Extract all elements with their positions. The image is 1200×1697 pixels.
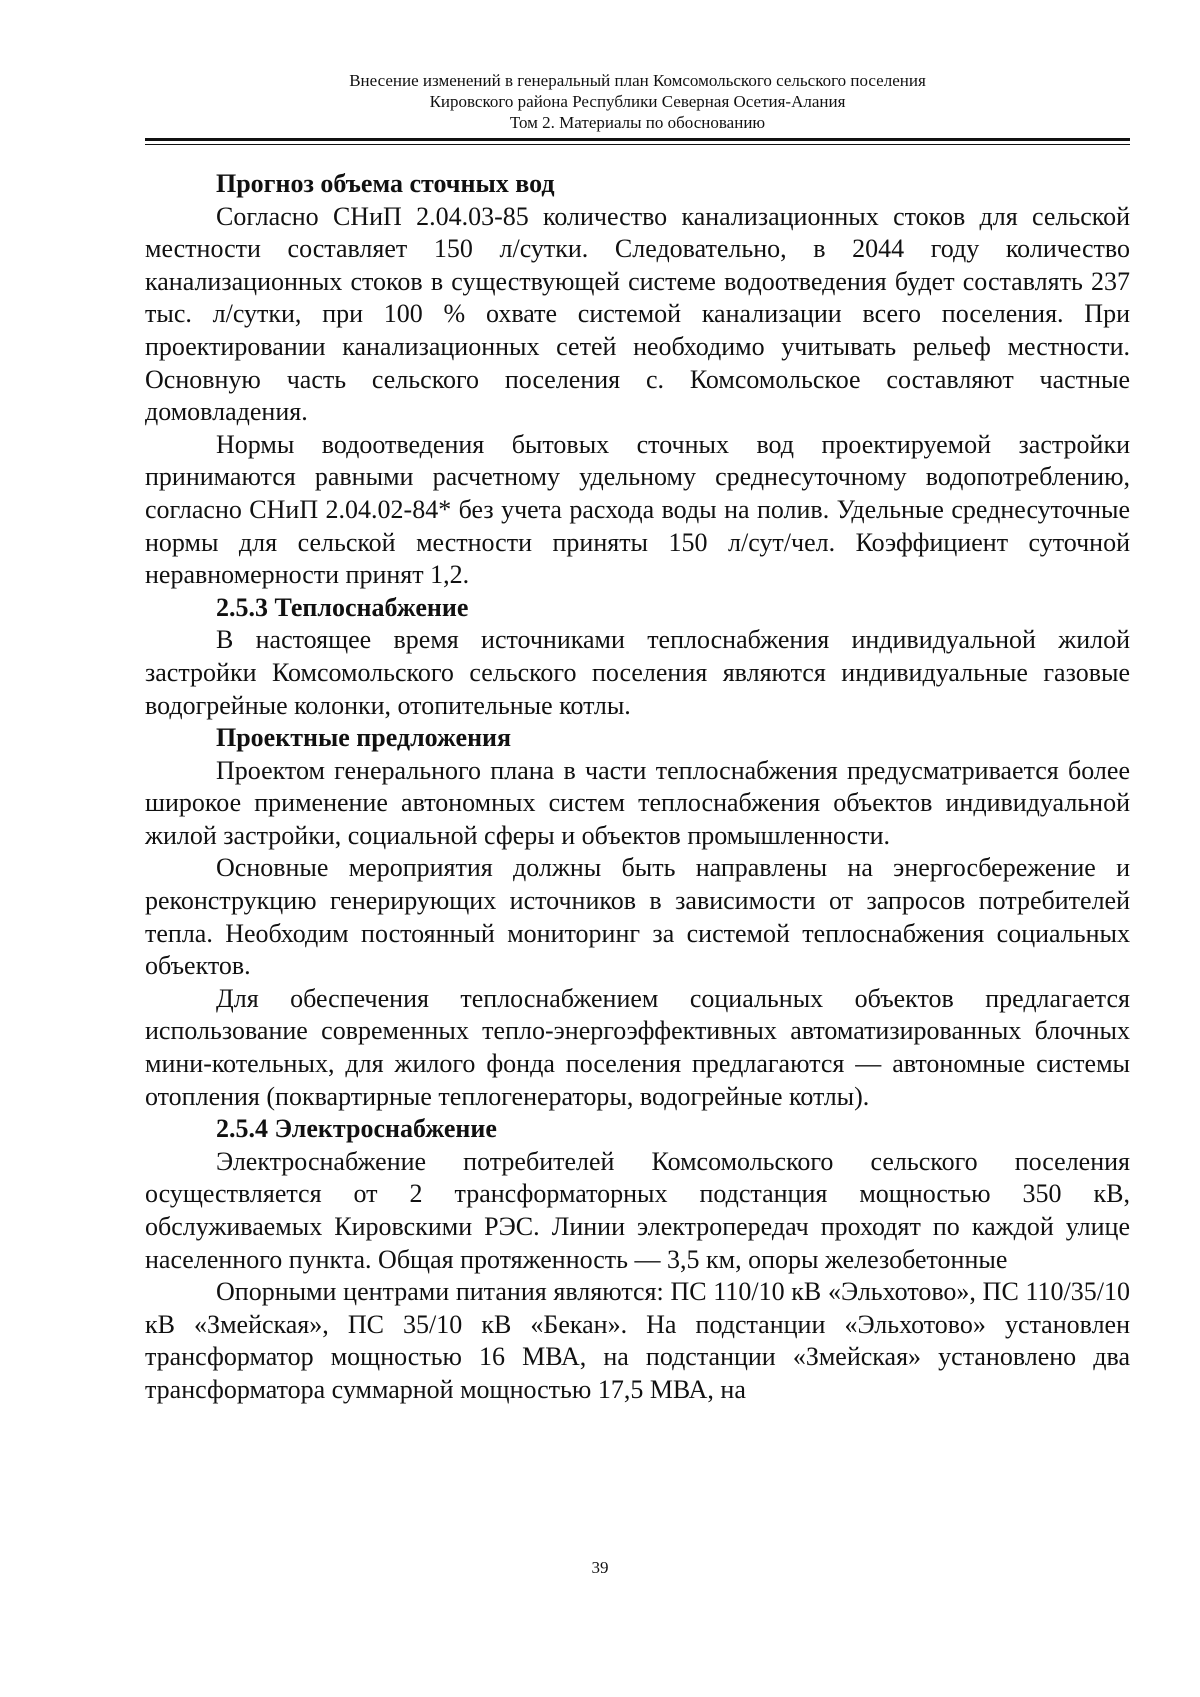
- page-number: 39: [591, 1558, 609, 1577]
- heading-wastewater-forecast: Прогноз объема сточных вод: [216, 169, 555, 198]
- running-header: [145, 70, 1130, 133]
- paragraph-heat-4: Для обеспечения теплоснабжением социальных объектов предлагается использование современных тепло-энергоэффективных автоматизированных блочных мини-котельных, для жилого фонда поселения предлагаются — автономные системы отопления (поквартирные теплогенераторы, водогрейные котлы).: [145, 983, 1130, 1111]
- header-line-1: Внесение изменений в генеральный план Комсомольского сельского поселения: [349, 71, 926, 90]
- paragraph-heat-3: Основные мероприятия должны быть направлены на энергосбережение и реконструкцию генерирующих источников в зависимости от запросов потребителей тепла. Необходим постоянный мониторинг за системой теплоснабжения социальных объектов.: [145, 853, 1130, 981]
- header-rule-thick: [145, 138, 1130, 141]
- paragraph-wastewater-1: Согласно СНиП 2.04.03-85 количество канализационных стоков для сельской местности составляет 150 л/сутки. Следовательно, в 2044 году количество канализационных стоков в существующей системе водоотведения будет составлять 237 тыс. л/сутки, при 100 % охвате системой канализации всего поселения. При проектировании канализационных сетей необходимо учитывать рельеф местности. Основную часть сельского поселения с. Комсомольское составляют частные домовладения.: [145, 201, 1130, 427]
- heading-project-proposals: Проектные предложения: [216, 723, 512, 753]
- header-rule-thin: [145, 144, 1130, 145]
- heading-power-supply: 2.5.4 Электроснабжение: [216, 1114, 497, 1144]
- header-line-2: Кировского района Республики Северная Осетия-Алания: [429, 92, 846, 111]
- heading-heat-supply: 2.5.3 Теплоснабжение: [216, 592, 469, 622]
- paragraph-wastewater-2: Нормы водоотведения бытовых сточных вод проектируемой застройки принимаются равными расчетному удельному среднесуточному водопотреблению, согласно СНиП 2.04.02-84* без учета расхода воды на полив. Удельные среднесуточные нормы для сельской местности приняты 150 л/сут/чел. Коэффициент суточной неравномерности принят 1,2.: [145, 429, 1130, 590]
- page-body: [145, 168, 1130, 1407]
- paragraph-power-1: Электроснабжение потребителей Комсомольского сельского поселения осуществляется от 2 трансформаторных подстанция мощностью 350 кВ, обслуживаемых Кировскими РЭС. Линии электропередач проходят по каждой улице населенного пункта. Общая протяженность — 3,5 км, опоры железобетонные: [145, 1146, 1130, 1274]
- paragraph-heat-2: Проектом генерального плана в части теплоснабжения предусматривается более широкое применение автономных систем теплоснабжения объектов индивидуальной жилой застройки, социальной сферы и объектов промышленности.: [145, 755, 1130, 850]
- paragraph-power-2: Опорными центрами питания являются: ПС 110/10 кВ «Эльхотово», ПС 110/35/10 кВ «Змейская», ПС 35/10 кВ «Бекан». На подстанции «Эльхотово» установлен трансформатор мощностью 16 МВА, на подстанции «Змейская» установлено два трансформатора суммарной мощностью 17,5 МВА, на: [145, 1277, 1130, 1404]
- header-line-3: Том 2. Материалы по обоснованию: [509, 113, 766, 132]
- paragraph-heat-1: В настоящее время источниками теплоснабжения индивидуальной жилой застройки Комсомольского сельского поселения являются индивидуальные газовые водогрейные колонки, отопительные котлы.: [145, 625, 1130, 720]
